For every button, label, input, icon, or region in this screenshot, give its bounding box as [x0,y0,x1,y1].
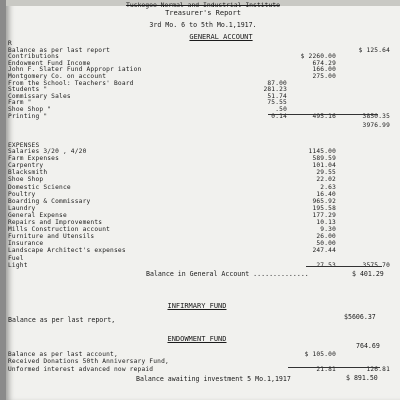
row-value-c2: 101.04 [312,162,336,170]
row-label: Boarding & Commissary [8,197,91,205]
infirmary-row-value: $5606.37 [344,313,376,321]
row-value-c2: 50.00 [316,240,336,248]
report-period: 3rd Mo. 6 to 5th Mo.1,1917. [149,21,257,29]
row-label: Contributions [8,53,60,61]
report-title: Treasurer's Report [165,9,241,17]
row-value-c1: 87.00 [267,79,287,87]
row-label: Farm Expenses [8,155,60,163]
row-label: Farm " [8,99,32,107]
row-value-c3: 3850.35 [362,112,390,120]
row-value-c2: 177.29 [312,211,336,219]
row-value-c2: 22.02 [316,176,336,184]
rule [268,114,378,115]
row-label: Insurance [8,240,44,248]
row-label: Laundry [8,204,36,212]
rule [288,367,380,368]
row-label: Landscape Architect's expenses [8,247,126,255]
row-label: From the School: Teachers' Board [8,79,134,87]
row-label: Blacksmith [8,169,48,177]
row-value-c2: 2.63 [320,183,336,191]
row-label: Shoe Shop " [8,106,52,113]
row-value-c1: 51.74 [267,92,287,100]
row-value-c2: 26.00 [316,233,336,241]
general-balance-label: Balance in General Account .............. [146,270,309,278]
row-label: Salaries 3/20 , 4/20 [8,148,87,155]
row-label: Fuel [8,254,24,262]
row-value-c3: 3575.70 [362,261,390,269]
row-label: Poultry [8,190,36,198]
row-value-c2: 10.13 [316,219,336,226]
row-label: Repairs and Improvements [8,219,103,226]
row-label: Carpentry [8,162,44,170]
general-account-heading: GENERAL ACCOUNT [189,33,253,41]
row-label: Mills Construction account [8,226,111,234]
row-value-c2: 9.30 [320,226,336,234]
row-label: General Expense [8,211,67,219]
row-value-c2: 29.55 [316,169,336,177]
expenses-heading: EXPENSES [8,142,40,149]
row-value-c2: $ 105.00 [304,351,336,358]
row-label: Endowment Fund Income [8,59,91,67]
row-label: R [8,40,12,47]
row-value-c2: 495.16 [312,112,336,120]
row-label: Unformed interest advanced now repaid [8,365,154,373]
document-page [6,0,400,400]
endowment-balance-value: $ 891.50 [346,374,378,382]
general-balance-value: $ 401.29 [352,270,384,278]
header-top-line: Tuskegee Normal and Industrial Institute [126,1,280,9]
row-label: Balance as per last account, [8,351,118,358]
row-value-c2: 275.00 [312,73,336,80]
row-value-c2: 1145.00 [308,148,336,155]
row-label: Montgomery Co. on account [8,73,107,80]
row-value-c1: 75.55 [267,99,287,107]
row-label: Domestic Science [8,183,71,191]
row-value-c2: 674.29 [312,59,336,67]
row-value-c2: $ 2260.00 [300,53,336,61]
row-value-c2: 247.44 [312,247,336,255]
endowment-balance-label: Balance awaiting investment 5 Mo.1,1917 [136,375,291,383]
row-value-c3: 126.81 [366,365,390,373]
row-value-c3: 3976.99 [362,122,390,129]
row-value-c2: 27.53 [316,261,336,269]
row-label: Students " [8,86,48,94]
row-label: Furniture and Utensils [8,233,95,241]
row-value-c3: $ 125.64 [358,46,390,54]
infirmary-heading: INFIRMARY FUND [167,302,227,310]
row-value-c2: 166.00 [312,66,336,74]
row-value-c1: .50 [275,106,287,113]
row-value-c2: 16.40 [316,190,336,198]
endowment-top-value: 764.69 [356,342,380,350]
row-value-c2: 589.59 [312,155,336,163]
row-value-c2: 965.92 [312,197,336,205]
row-value-c1: 0.14 [271,112,287,120]
row-label: Commissary Sales [8,92,71,100]
infirmary-row-label: Balance as per last report, [8,316,116,324]
row-value-c2: 21.81 [316,365,336,373]
row-label: Received Donations 50th Anniversary Fund, [8,358,169,366]
row-value-c2: 195.58 [312,204,336,212]
endowment-heading: ENDOWMENT FUND [167,335,227,343]
row-label: John F. Slater Fund Appropr iation [8,66,142,74]
rule [306,266,382,267]
row-label: Light [8,261,28,269]
row-label: Shoe Shop [8,176,44,184]
row-label: Balance as per last report [8,46,111,54]
row-label: Printing " [8,112,48,120]
row-value-c1: 281.23 [263,86,287,94]
